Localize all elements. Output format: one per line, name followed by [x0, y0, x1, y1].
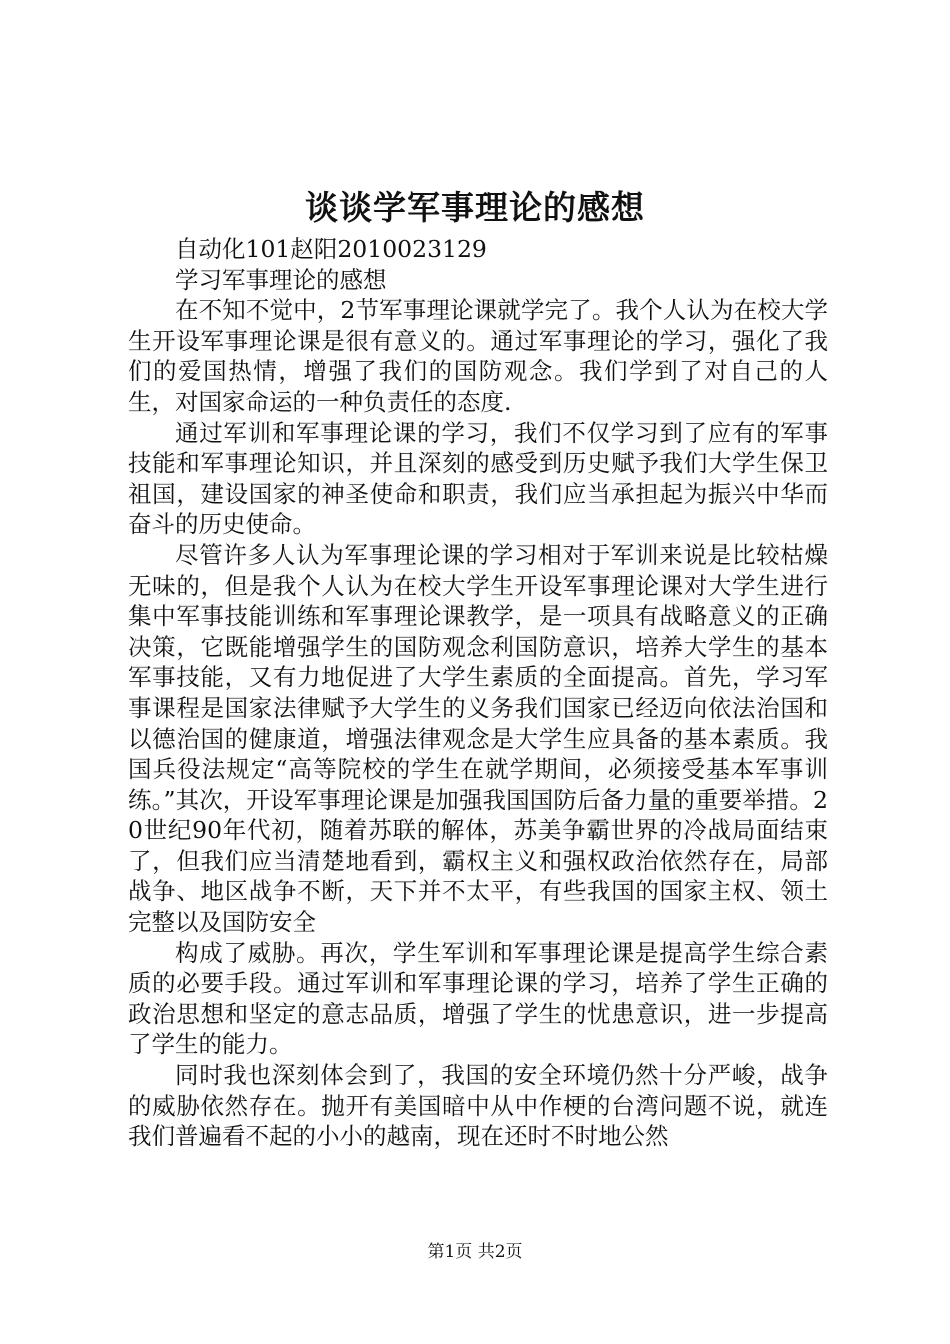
paragraph-3: 尽管许多人认为军事理论课的学习相对于军训来说是比较枯燥无味的，但是我个人认为在校大学生开设军事理论课对大学生进行集中军事技能训练和军事理论课教学，是一项具有战略意义的正确决策，它既能增强学生的国防观念利国防意识，培养大学生的基本军事技能，又有力地促进了大学生素质的全面提高。首先，学习军事课程是国家法律赋予大学生的义务我们国家已经迈向依法治国和以德治国的健康道，增强法律观念是大学生应具备的基本素质。我国兵役法规定“高等院校的学生在就学期间，必须接受基本军事训练。”其次，开设军事理论课是加强我国国防后备力量的重要举措。20世纪90年代初，随着苏联的解体，苏美争霸世界的冷战局面结束了，但我们应当清楚地看到，霸权主义和强权政治依然存在，局部战争、地区战争不断，天下并不太平，有些我国的国家主权、领土完整以及国防安全 [128, 540, 828, 937]
document-body [128, 234, 828, 1152]
paragraph-4: 构成了威胁。再次，学生军训和军事理论课是提高学生综合素质的必要手段。通过军训和军事理论课的学习，培养了学生正确的政治思想和坚定的意志品质，增强了学生的忧患意识，进一步提高了学生的能力。 [128, 938, 828, 1059]
paragraph-1: 在不知不觉中，2节军事理论课就学完了。我个人认为在校大学生开设军事理论课是很有意义的。通过军事理论的学习，强化了我们的爱国热情，增强了我们的国防观念。我们学到了对自己的人生，对国家命运的一种负责任的态度. [128, 296, 828, 416]
document-subtitle: 学习军事理论的感想 [175, 265, 387, 294]
paragraph-5: 同时我也深刻体会到了，我国的安全环境仍然十分严峻，战争的威胁依然存在。抛开有美国暗中从中作梗的台湾问题不说，就连我们普遍看不起的小小的越南，现在还时不时地公然 [128, 1061, 828, 1151]
author-line: 自动化101赵阳2010023129 [175, 235, 487, 263]
page-footer: 第1页 共2页 [427, 1242, 523, 1262]
paragraph-2: 通过军训和军事理论课的学习，我们不仅学习到了应有的军事技能和军事理论知识，并且深刻的感受到历史赋予我们大学生保卫祖国，建设国家的神圣使命和职责，我们应当承担起为振兴中华而奋斗的历史使命。 [128, 418, 828, 539]
document-title: 谈谈学军事理论的感想 [305, 188, 645, 227]
